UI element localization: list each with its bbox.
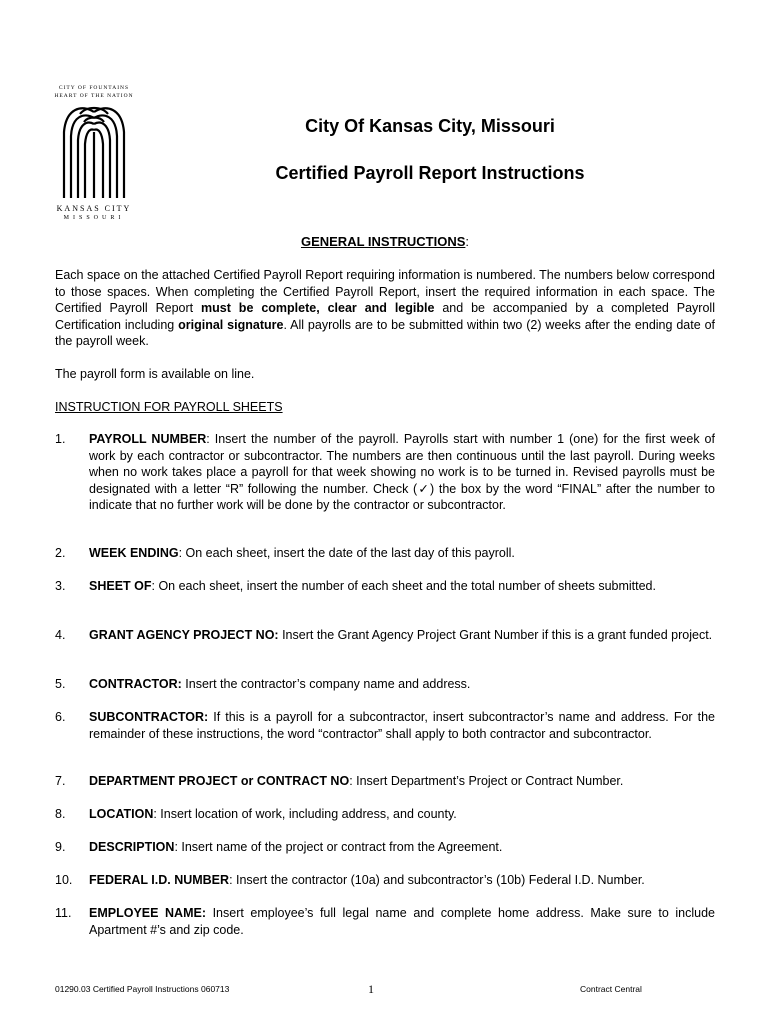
item-number: 9. xyxy=(55,840,66,854)
online-note: The payroll form is available on line. xyxy=(55,367,255,381)
fountain-icon xyxy=(58,102,130,200)
item-label: EMPLOYEE NAME: xyxy=(89,906,206,920)
item-number: 10. xyxy=(55,873,73,887)
list-item xyxy=(55,806,715,823)
footer-department: Contract Central xyxy=(580,984,642,994)
list-item xyxy=(55,676,715,693)
item-text: : Insert the number of the payroll. Payrolls start with number 1 (one) for the first week of work by each contractor or subcontractor. The numbers are then continuous until the last payroll. During weeks when no work takes place a payroll for that week showing no work is to be turned in. Revised payrolls must be designated with a letter “R” following the number. Check (✓) the box by the word “FINAL” after the number to indicate that no further work will be done by the contractor or subcontractor. xyxy=(89,432,715,512)
list-item xyxy=(55,773,715,790)
item-text: : Insert name of the project or contract from the Agreement. xyxy=(174,840,503,854)
item-text: : Insert the contractor (10a) and subcontractor’s (10b) Federal I.D. Number. xyxy=(229,873,645,887)
intro-bold-1: must be complete, clear and legible xyxy=(201,301,435,315)
list-item xyxy=(55,839,715,856)
list-item xyxy=(55,431,715,514)
item-number: 4. xyxy=(55,628,66,642)
intro-text-2: and be accompanied by a completed Payroll Certification including xyxy=(55,301,715,332)
item-text: : On each sheet, insert the number of each sheet and the total number of sheets submitted. xyxy=(151,579,656,593)
list-item xyxy=(55,627,715,644)
item-number: 5. xyxy=(55,677,66,691)
item-text: : Insert Department’s Project or Contract Number. xyxy=(349,774,624,788)
item-number: 8. xyxy=(55,807,66,821)
intro-text-1: Each space on the attached Certified Payroll Report requiring information is numbered. The numbers below correspond to those spaces. When completing the Certified Payroll Report, insert the required information in each space. The Certified Payroll Report xyxy=(55,268,715,315)
item-text: Insert the Grant Agency Project Grant Number if this is a grant funded project. xyxy=(278,628,713,642)
item-text: : On each sheet, insert the date of the last day of this payroll. xyxy=(178,546,515,560)
report-title: Certified Payroll Report Instructions xyxy=(275,163,585,183)
page-number: 1 xyxy=(368,982,374,996)
intro-paragraph xyxy=(55,267,715,350)
item-number: 6. xyxy=(55,710,66,724)
item-text: Insert employee’s full legal name and complete home address. Make sure to include Apartment #’s and zip code. xyxy=(89,906,715,937)
item-label: WEEK ENDING xyxy=(89,546,179,560)
intro-text-3: . All payrolls are to be submitted within two (2) weeks after the ending date of the payroll week. xyxy=(55,317,715,348)
logo-bottom-line2: MISSOURI xyxy=(63,215,125,221)
item-text: Insert the contractor’s company name and address. xyxy=(181,677,471,691)
logo-top-line1: CITY OF FOUNTAINS xyxy=(58,85,130,91)
logo-top-line2: HEART OF THE NATION xyxy=(54,93,134,99)
item-label: SHEET OF xyxy=(89,579,152,593)
item-label: SUBCONTRACTOR: xyxy=(89,710,209,724)
general-instructions-heading xyxy=(0,234,770,249)
item-number: 2. xyxy=(55,546,66,560)
item-label: PAYROLL NUMBER xyxy=(89,432,207,446)
list-item xyxy=(55,578,715,595)
logo-bottom-line1: KANSAS CITY xyxy=(56,204,132,213)
footer-document-id: 01290.03 Certified Payroll Instructions 060713 xyxy=(55,984,230,994)
item-label: GRANT AGENCY PROJECT NO: xyxy=(89,628,279,642)
list-item xyxy=(55,545,715,562)
list-item xyxy=(55,905,715,938)
item-number: 7. xyxy=(55,774,66,788)
list-item xyxy=(55,709,715,742)
item-number: 3. xyxy=(55,579,66,593)
city-logo xyxy=(52,84,136,230)
general-heading-text: GENERAL INSTRUCTIONS xyxy=(300,234,466,249)
item-label: LOCATION xyxy=(89,807,154,821)
item-number: 1. xyxy=(55,432,66,446)
payroll-sheets-heading: INSTRUCTION FOR PAYROLL SHEETS xyxy=(55,400,283,414)
item-label: FEDERAL I.D. NUMBER xyxy=(89,873,230,887)
item-label: DESCRIPTION xyxy=(89,840,175,854)
list-item xyxy=(55,872,715,889)
intro-bold-2: original signature xyxy=(178,317,284,332)
general-heading-colon: : xyxy=(465,234,470,249)
item-label: DEPARTMENT PROJECT or CONTRACT NO xyxy=(89,774,350,788)
item-text: If this is a payroll for a subcontractor, insert subcontractor’s name and address. For the remainder of these instructions, the word “contractor” shall apply to both contractor and subcontractor. xyxy=(89,710,715,741)
item-number: 11. xyxy=(55,906,72,920)
item-label: CONTRACTOR: xyxy=(89,677,182,691)
item-text: : Insert location of work, including address, and county. xyxy=(153,807,457,821)
city-title: City Of Kansas City, Missouri xyxy=(305,116,555,136)
